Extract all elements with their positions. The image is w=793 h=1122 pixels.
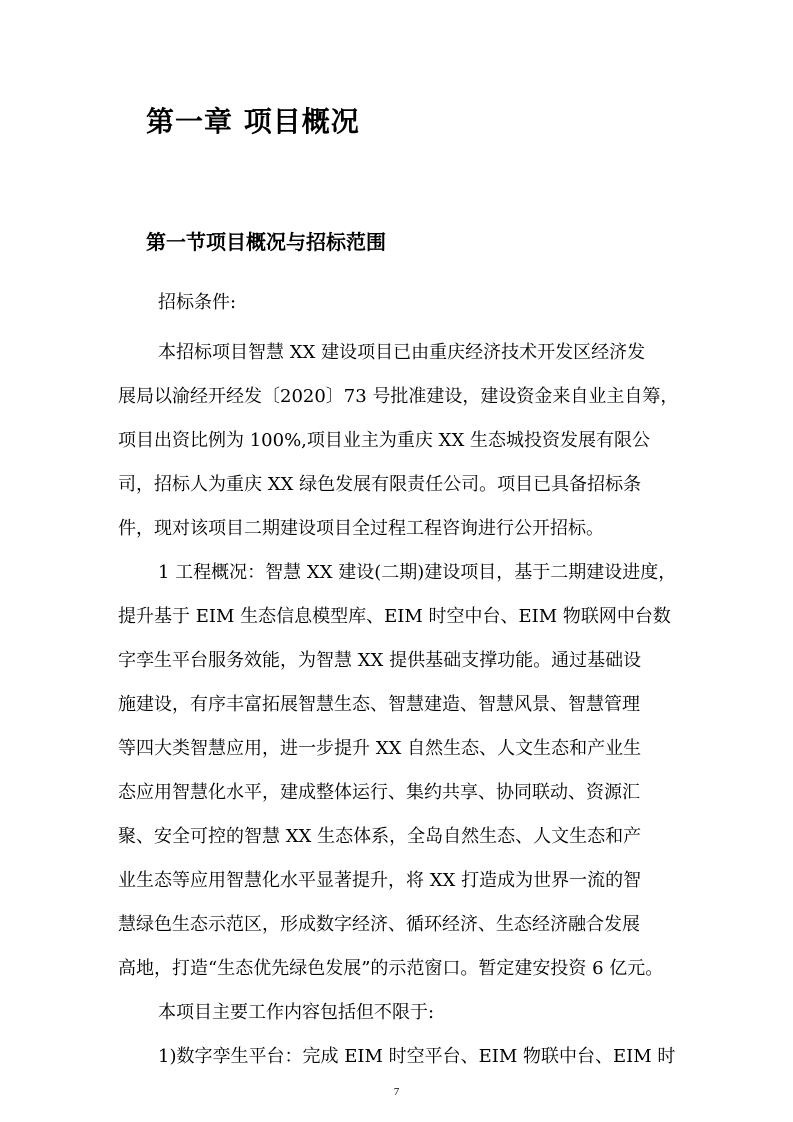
chapter-title: 第一章 项目概况 [146, 105, 360, 138]
paragraph-line: 1 工程概况：智慧 XX 建设(二期)建设项目，基于二期建设进度， [158, 562, 677, 583]
paragraph-line: 慧绿色生态示范区，形成数字经济、循环经济、生态经济融合发展 [118, 914, 640, 935]
paragraph-line: 展局以渝经开经发〔2020〕73 号批准建设，建设资金来自业主自筹， [118, 386, 679, 407]
paragraph-line: 本项目主要工作内容包括但不限于: [158, 1002, 435, 1023]
paragraph-line: 施建设，有序丰富拓展智慧生态、智慧建造、智慧风景、智慧管理 [118, 694, 640, 715]
paragraph-line: 司，招标人为重庆 XX 绿色发展有限责任公司。项目已具备招标条 [118, 474, 642, 495]
paragraph-line: 1)数字孪生平台：完成 EIM 时空平台、EIM 物联中台、EIM 时 [158, 1046, 676, 1067]
paragraph-line: 聚、安全可控的智慧 XX 生态体系，全岛自然生态、人文生态和产 [118, 826, 642, 847]
paragraph-line: 等四大类智慧应用，进一步提升 XX 自然生态、人文生态和产业生 [118, 738, 642, 759]
page-number: 7 [393, 1086, 400, 1098]
paragraph-line: 高地，打造“生态优先绿色发展”的示范窗口。暂定建安投资 6 亿元。 [118, 958, 664, 979]
paragraph-line: 本招标项目智慧 XX 建设项目已由重庆经济技术开发区经济发 [158, 342, 646, 363]
paragraph-line: 提升基于 EIM 生态信息模型库、EIM 时空中台、EIM 物联网中台数 [118, 606, 671, 627]
paragraph-line: 项目出资比例为 100%,项目业主为重庆 XX 生态城投资发展有限公 [118, 430, 650, 451]
section-title: 第一节项目概况与招标范围 [146, 230, 386, 254]
paragraph-line: 业生态等应用智慧化水平显著提升，将 XX 打造成为世界一流的智 [118, 870, 642, 891]
paragraph-line: 件，现对该项目二期建设项目全过程工程咨询进行公开招标。 [118, 518, 604, 539]
paragraph-line: 态应用智慧化水平，建成整体运行、集约共享、协同联动、资源汇 [118, 782, 640, 803]
paragraph-line: 字孪生平台服务效能，为智慧 XX 提供基础支撑功能。通过基础设 [118, 650, 642, 671]
paragraph-line: 招标条件: [158, 292, 237, 313]
